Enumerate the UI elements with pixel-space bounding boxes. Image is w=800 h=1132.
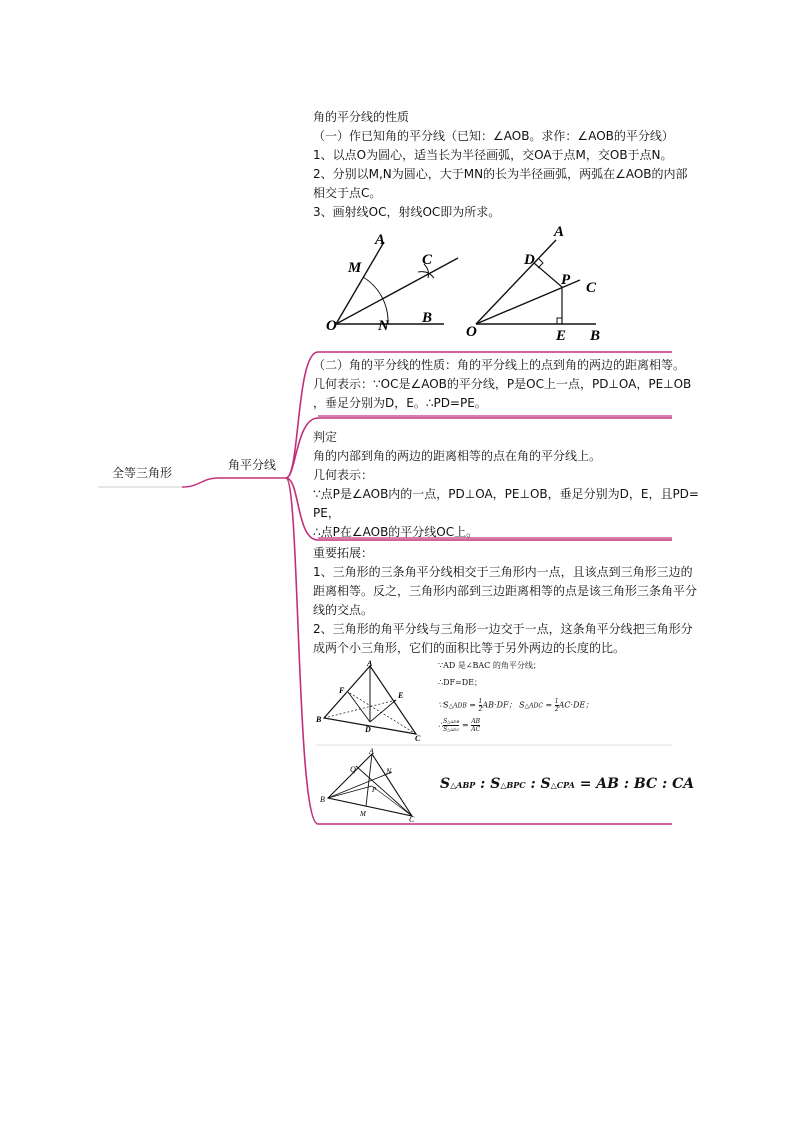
fig3-formulas [438,660,593,733]
top-line: 相交于点C。 [313,186,382,200]
property-line: （二）角的平分线的性质：角的平分线上的点到角的两边的距离相等。 [313,358,686,372]
fig3-label: E [398,691,404,700]
fig4-label: B [320,795,325,804]
fig3-label: A [367,660,373,668]
judgment-line: 角的内部到角的两边的距离相等的点在角的平分线上。 [313,449,602,463]
fig2-label: D [524,252,535,268]
fig3-label: B [316,715,322,724]
fig3-formula-line: ∴DF=DE； [438,678,483,687]
extension-node[interactable] [313,544,697,658]
fig4-label: Q [350,765,356,774]
fig2-label: B [590,328,601,342]
top-line: 2、分别以M,N为圆心，大于MN的长为半径画弧，两弧在∠AOB的内部 [313,167,688,181]
fig2-label: P [561,272,571,288]
fig2-label: C [586,280,597,296]
judgment-line: ∴点P在∠AOB的平分线OC上。 [313,525,479,539]
fig4-label: C [409,815,415,822]
fig4-label: N [386,767,392,776]
top-title: 角的平分线的性质 [313,110,410,124]
fig1-label: M [348,260,362,276]
fig2-label: O [466,324,477,340]
judgment-line: PE， [313,506,340,520]
fig3-label: D [365,725,371,734]
fig3-label: F [339,686,345,695]
property-node[interactable] [313,356,691,413]
fig1-label: C [422,252,433,268]
judgment-line: 判定 [313,430,338,444]
fig3-area-formula: ∵S△ADB = $\frac{1}{2}$ AB·DF； S△ADC = $\frac{1}{2}$ AC·DE； [438,698,594,713]
extension-line: 成两个小三角形，它们的面积比等于另外两边的长度的比。 [313,641,626,655]
fig4-label: P [372,786,377,794]
property-line: 几何表示：∵OC是∠AOB的平分线，P是OC上一点，PD⊥OA，PE⊥OB [313,377,692,391]
top-line: 3、画射线OC，射线OC即为所求。 [313,205,501,219]
fig1-label: N [378,318,389,334]
root-branch-connector [182,478,218,487]
judgment-line: ∵点P是∠AOB内的一点，PD⊥OA，PE⊥OB，垂足分别为D，E，且PD= [313,487,699,501]
fig1-label: A [375,232,386,248]
figure-bisector-property [462,222,612,342]
judgment-node[interactable] [313,428,699,542]
top-line: 1、以点O为圆心，适当长为半径画弧，交OA于点M，交OB于点N。 [313,148,673,162]
figure-incenter-triangle [316,748,422,822]
extension-line: 线的交点。 [313,603,374,617]
fig2-label: E [556,328,567,342]
extension-line: 距离相等。反之，三角形内部到三边距离相等的点是该三角形三条角平分 [313,584,698,598]
fig4-label: A [369,748,374,756]
fig2-label: A [554,224,565,240]
fig4-area-ratio-formula: S△ABP : S△BPC : S△CPA = AB : BC : CA [440,776,695,792]
figure-triangle-bisector [312,660,432,742]
top-line: （一）作已知角的平分线（已知：∠AOB。求作：∠AOB的平分线） [313,129,674,143]
branch-node[interactable]: 角平分线 [228,458,277,472]
fig1-label: B [422,310,433,326]
fig3-formula-line: ∵AD 是∠BAC 的角平分线； [438,661,541,670]
fig4-label: M [360,810,366,818]
extension-line: 重要拓展： [313,546,374,560]
extension-line: 2、三角形的角平分线与三角形一边交于一点，这条角平分线把三角形分 [313,622,693,636]
property-line: ，垂足分别为D，E。∴PD=PE。 [313,396,487,410]
fig3-label: C [415,734,421,742]
fig3-ratio-formula: ∴ S△ADB S△ADC = $\frac{AB}{AC}$ [438,718,481,733]
figure-bisector-construction [312,224,462,342]
root-node[interactable]: 全等三角形 [112,466,173,480]
judgment-line: 几何表示： [313,468,374,482]
fig1-label: O [326,318,337,334]
extension-line: 1、三角形的三条角平分线相交于三角形内一点，且该点到三角形三边的 [313,565,693,579]
top-section [313,108,688,222]
